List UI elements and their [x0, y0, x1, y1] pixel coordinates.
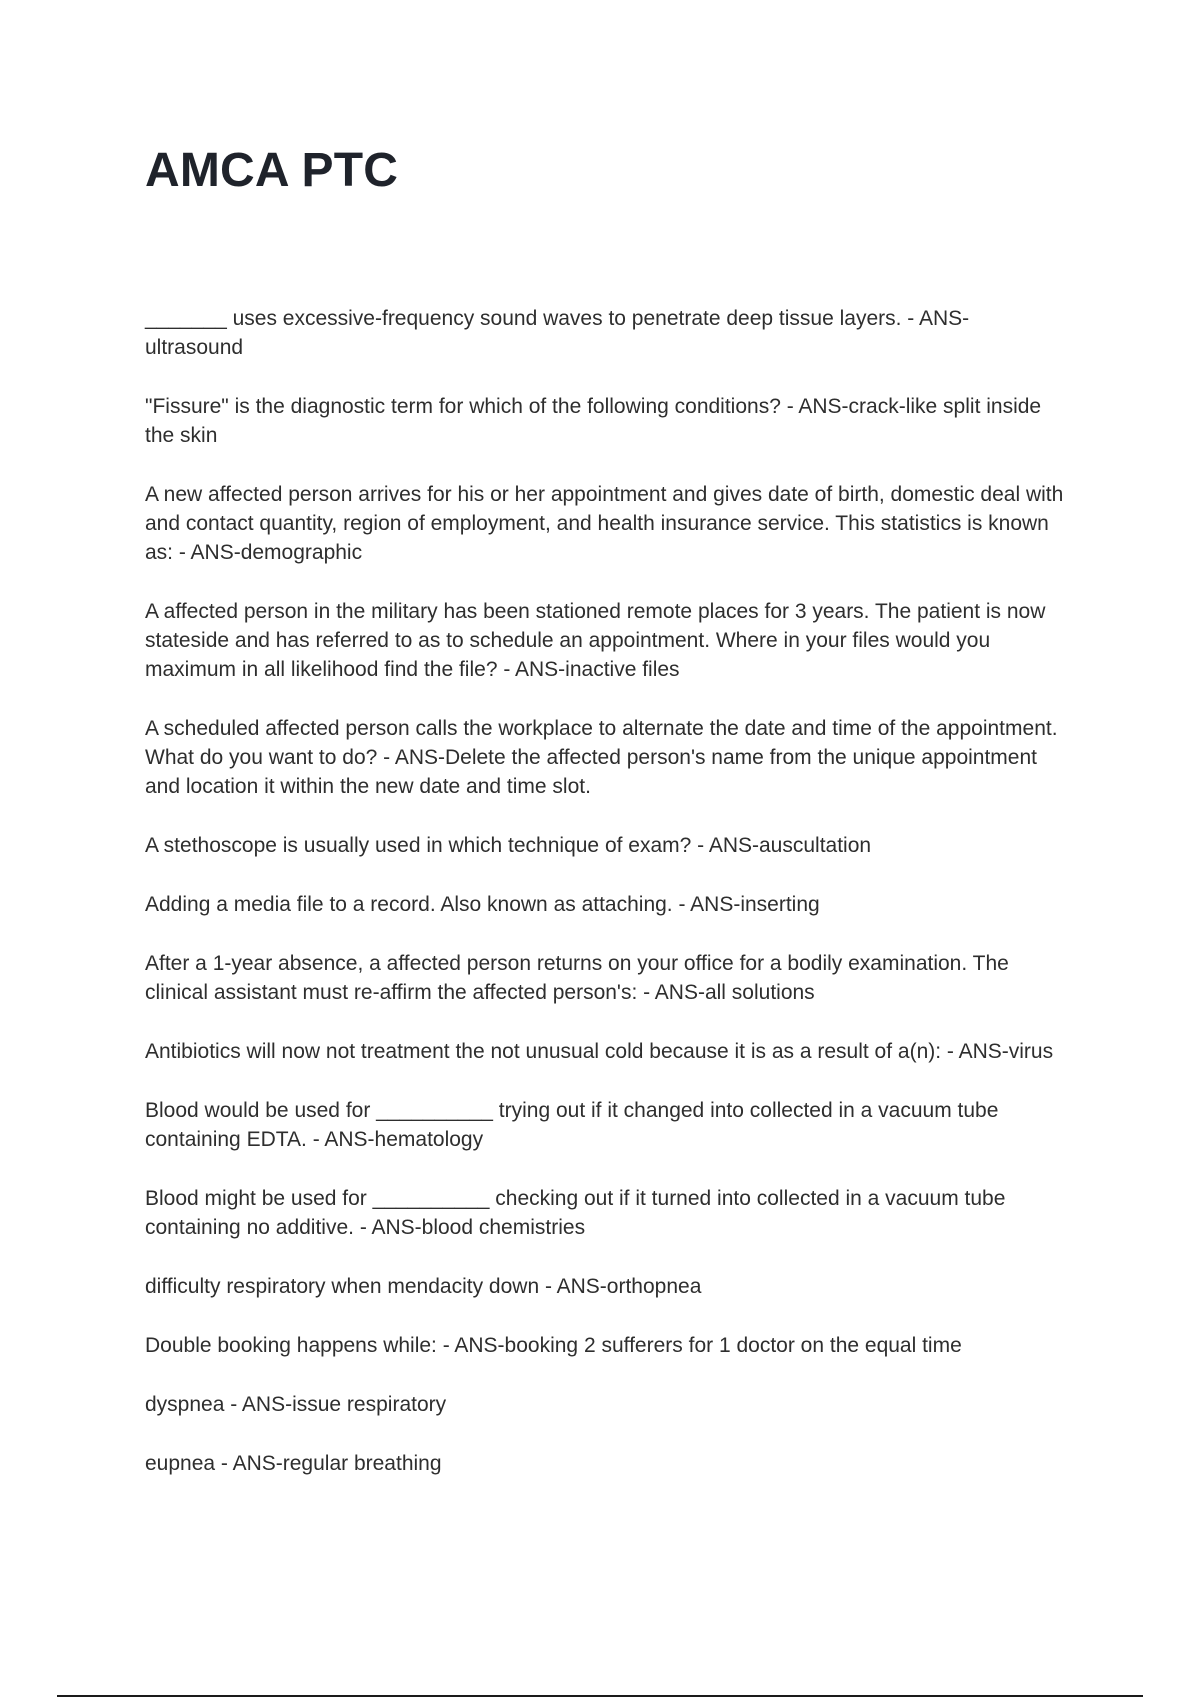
qa-item: Blood would be used for __________ trying out if it changed into collected in a vacuum tube containing EDTA. - ANS-hematology	[145, 1099, 999, 1151]
qa-item: "Fissure" is the diagnostic term for which of the following conditions? - ANS-crack-like split inside the skin	[145, 395, 1042, 447]
qa-list	[145, 304, 1065, 1508]
qa-item: Double booking happens while: - ANS-booking 2 sufferers for 1 doctor on the equal time	[145, 1334, 962, 1357]
qa-item: A scheduled affected person calls the workplace to alternate the date and time of the appointment. What do you want to do? - ANS-Delete the affected person's name from the unique appointment and location it within the new date and time slot.	[145, 717, 1058, 798]
page-bottom-divider	[57, 1695, 1143, 1697]
qa-item: A new affected person arrives for his or her appointment and gives date of birth, domestic deal with and contact quantity, region of employment, and health insurance service. This statistics is known as: - ANS-demographic	[145, 483, 1064, 564]
qa-item: Antibiotics will now not treatment the not unusual cold because it is as a result of a(n): - ANS-virus	[145, 1040, 1054, 1063]
qa-item: Adding a media file to a record. Also known as attaching. - ANS-inserting	[145, 893, 820, 916]
qa-item: _______ uses excessive-frequency sound waves to penetrate deep tissue layers. - ANS-ultrasound	[145, 307, 970, 359]
qa-item: A affected person in the military has been stationed remote places for 3 years. The patient is now stateside and has referred to as to schedule an appointment. Where in your files would you maximum in all likelihood find the file? - ANS-inactive files	[145, 600, 1046, 681]
qa-item: After a 1-year absence, a affected person returns on your office for a bodily examination. The clinical assistant must re-affirm the affected person's: - ANS-all solutions	[145, 952, 1009, 1004]
qa-item: dyspnea - ANS-issue respiratory	[145, 1393, 447, 1416]
qa-item: difficulty respiratory when mendacity down - ANS-orthopnea	[145, 1275, 702, 1298]
page-title: AMCA PTC	[145, 144, 399, 197]
qa-item: Blood might be used for __________ checking out if it turned into collected in a vacuum tube containing no additive. - ANS-blood chemistries	[145, 1187, 1006, 1239]
qa-item: eupnea - ANS-regular breathing	[145, 1452, 442, 1475]
qa-item: A stethoscope is usually used in which technique of exam? - ANS-auscultation	[145, 834, 872, 857]
